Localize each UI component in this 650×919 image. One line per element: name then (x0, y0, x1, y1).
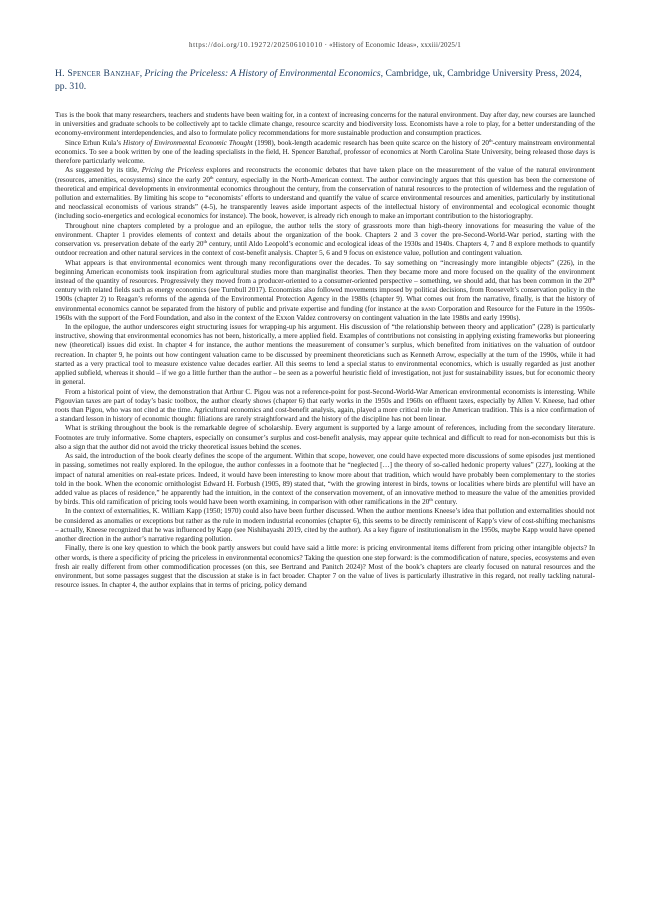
paragraph-text: Corporation and Resource for the Future in the 1950s-1960s with the support of the Ford Foundation, and also in the context of the Exxon Valdez controversy on contingent valuation in the late 1980s and early 1990s). (55, 304, 595, 322)
paragraph-text: As said, the introduction of the book clearly defines the scope of the argument. Within that scope, however, one could have expected more discussions of some episodes just mentioned in passing, sometimes not really explored. In the epilogue, the author confesses in a footnote that he “neglected […] the theory of so-called hedonic property values” (227), looking at the impact of natural amenities on real-estate prices. Indeed, it would have been interesting to know more about that tradition, which would have probably been complementary to the stories told in the book. When the economic ornithologist Edward H. Forbush (1905, 89) stated that, “with the growing interest in birds, towns or localities where birds are plentiful will have an added value as places of residence,” he apparently had the intuition, in the context of the conservation movement, of an innovative method to measure the value of the amenities provided by birds. This old ramification of pricing tools would have been worth examining, in comparison with other ramifications in the 20 (55, 452, 595, 507)
paragraph-text: Finally, there is one key question to which the book partly answers but could have said a little more: is pricing environmental items different from pricing other intangible objects? In other words, is there a specificity of pricing the priceless in environmental economics? Taking the question one step forward: is the commodification of nature, species, ecosystems and even fresh air really different from other commodification processes (on this, see Bertrand and Panitch 2024)? Most of the book’s chapters are clearly focused on natural resources and the environment, but some passages suggest that the discussion at stake is in fact broader. Chapter 7 on the value of lives is particularly illustrative in this regard, not really tackling natural-resource issues. In chapter 4, the author explains that in terms of pricing, policy demand (55, 544, 595, 590)
ordinal-suffix: th (429, 497, 433, 503)
book-author: H. Spencer Banzhaf (55, 68, 140, 79)
paragraph-text: century. (432, 498, 458, 507)
journal-citation: · «History of Economic Ideas», xxxiii/2025/1 (322, 41, 461, 49)
paragraph (55, 222, 595, 259)
running-head (0, 41, 650, 49)
paragraph (55, 452, 595, 507)
review-body (55, 111, 595, 590)
paragraph-text: is the book that many researchers, teachers and students have been waiting for, in a context of increasing concerns for the natural environment. Day after day, new courses are launched in universities and graduate schools to be collectively apt to tackle climate change, resource scarcity and biodiversity loss. Economists have a role to play, for a better understanding of the economy-environment interdependencies, and also to formulate policy recommendations for more sustainable production and consumption practices. (55, 111, 595, 138)
paragraph-text: Since Erhun Kula’s (65, 138, 124, 147)
paragraph-text: As suggested by its title, (65, 166, 142, 175)
lead-word: This (55, 111, 68, 119)
paragraph-text: From a historical point of view, the demonstration that Arthur C. Pigou was not a reference-point for post-Second-World-War American environmental economists is interesting. While Pigouvian taxes are part of today’s basic toolbox, the author clearly shows (chapter 6) that early works in the 1950s and 1960s on effluent taxes, especially by Allen V. Kneese, had other roots than Pigou, who was not cited at the time. Agricultural economics and cost-benefit analysis, again, played a more critical role in the American tradition. This is a nice confirmation of a standard lesson in history of economic thought: filiations are rarely straightforward and the history of the discipline has not been linear. (55, 387, 595, 424)
ordinal-suffix: th (489, 137, 493, 143)
paragraph-text: In the context of externalities, K. William Kapp (1950; 1970) could also have been further discussed. When the author mentions Kneese’s idea that pollution and externalities should not be considered as anomalies or exceptions but rather as the rule in modern industrial economies (chapter 6), this seems to be directly reminiscent of Kapp’s view of cost-shifting mechanisms – actually, Kneese recognized that he was influenced by Kapp (see Nishibayashi 2019, cited by the author). As a key figure of institutionalism in the 1950s, maybe Kapp would have opened another direction in the author’s narrative regarding pollution. (55, 507, 595, 544)
doi-link[interactable]: https://doi.org/10.19272/202506101010 (189, 41, 323, 49)
paragraph (55, 166, 595, 221)
small-caps-acronym: rand (421, 304, 436, 313)
paragraph-text: century with related fields such as energy economics (see Turnbull 2017). Economists also followed movements imposed by political decisions, from Roosevelt’s conservation policy in the 1900s (chapter 2) to Reagan’s reforms of the agenda of the Environmental Protection Agency in the 1980s (chapter 9). What comes out from the narrative, finally, is that the history of environmental economics cannot be separated from the history of public and private expertise and funding (for instance at the (55, 286, 595, 313)
paragraph-text: explores and reconstructs the economic debates that have taken place on the measurement of the value of the natural environment (resources, amenities, ecosystems) since the early 20 (55, 166, 595, 184)
paragraph-text: What appears is that environmental economics went through many reconfigurations over the decades. To say something on “increasingly more intangible objects” (226), in the beginning American economists took inspiration from agricultural studies more than marginalist theories. Then they became more and more focused on the quality of the environment instead of the quantity of resources. Progressively they moved from a producer-oriented to a consumer-oriented perspective – something, we should add, that has been common in the 20 (55, 258, 595, 285)
paragraph (55, 323, 595, 388)
paragraph-text: What is striking throughout the book is the remarkable degree of scholarship. Every argument is supported by a large amount of references, including from the secondary literature. Footnotes are truly informative. Some chapters, especially on consumer’s surplus and cost-benefit analysis, may appear quite technical and difficult to read for non-economists but this is also a sign that the author did not avoid the tricky theoretical issues behind the scenes. (55, 424, 595, 451)
cited-title: Pricing the Priceless (141, 166, 204, 175)
book-title: Pricing the Priceless: A History of Environmental Economics (144, 68, 381, 79)
ordinal-suffix: th (203, 239, 208, 245)
paragraph (55, 544, 595, 590)
paragraph-text: In the epilogue, the author underscores eight structuring issues for wrapping-up his argument. His discussion of “the relationship between theory and application” (228) is particularly instructive, showing that environmental economics has not been, historically, a mere applied field. Examples of contributions not consisting in applying existing frameworks but pioneering new (theoretical) issues did exist. In chapter 4 for instance, the author mentions the measurement of consumer’s surplus, which benefited from initiatives on the valuation of outdoor recreation. In chapter 9, he points out how contingent valuation came to be discussed by preeminent theoreticians such as Kenneth Arrow, especially at the turn of the 1990s, while it had started as a very practical tool to measure existence value decades earlier. All this seems to lend a special status to environmental economics, which is usually regarded as just another applied subfield, whereas it should – if we go a little further than the author – be seen as a powerful heuristic field of investigation, not just for sustainability issues, but for economic theory in general. (55, 323, 595, 387)
review-bibliographic-header: H. Spencer Banzhaf, Pricing the Priceless: A History of Environmental Economics, Cambridge, uk, Cambridge University Press, 2024, pp. 310. (55, 68, 582, 92)
paragraph-text: century, especially in the North-American context. The author convincingly argues that this question has been the cornerstone of theoretical and empirical developments in environmental economics throughout the century, from the conservation of natural resources to the protection of wilderness and the regulation of pollution and externalities. By limiting his scope to “economists’ efforts to understand and quantify the value of scarce environmental resources and amenities, particularly by institutional and neoclassical economists of various strands” (4-5), he transparently leaves aside important aspects of the intellectual history of environmental and ecological economic thought (including socio-energetics and ecological economics for instance). The book, however, is already rich enough to make an important contribution to the historiography. (55, 175, 595, 221)
paragraph-text: century, until Aldo Leopold’s economic and ecological ideas of the 1930s and 1940s. Chapters 4, 7 and 8 explore methods to quantify outdoor recreation and other natural services in the context of cost-benefit analysis. Chapter 5, 6 and 9 focus on existence value, pollution and contingent valuation. (55, 240, 595, 258)
paragraph (55, 259, 595, 324)
paragraph (55, 507, 595, 544)
paragraph (55, 388, 595, 425)
book-publication: , Cambridge, uk, Cambridge University Press, 2024, pp. 310. (55, 68, 582, 92)
cited-title: History of Environmental Economic Thought (123, 138, 253, 147)
ordinal-suffix: th (209, 174, 214, 180)
paragraph-text: -century mainstream environmental economics. To see a book written by one of the leading specialists in the field, H. Spencer Banzhaf, professor of economics at North Carolina State University, being released those days is therefore particularly welcome. (55, 138, 595, 166)
paragraph (55, 111, 595, 139)
paragraph (55, 139, 595, 167)
paragraph-text: (1998), book-length academic research has been quite scarce on the history of 20 (252, 138, 489, 147)
ordinal-suffix: th (591, 275, 595, 281)
paragraph-text: Throughout nine chapters completed by a prologue and an epilogue, the author tells the story of grassroots more than high-theory innovations for measuring the value of the environment. Chapter 1 provides elements of context and details about the organization of the book. Chapters 2 and 3 cover the pre-Second-World-War period, starting with the conservation vs. preservation debate of the early 20 (55, 221, 595, 249)
paragraph (55, 424, 595, 452)
